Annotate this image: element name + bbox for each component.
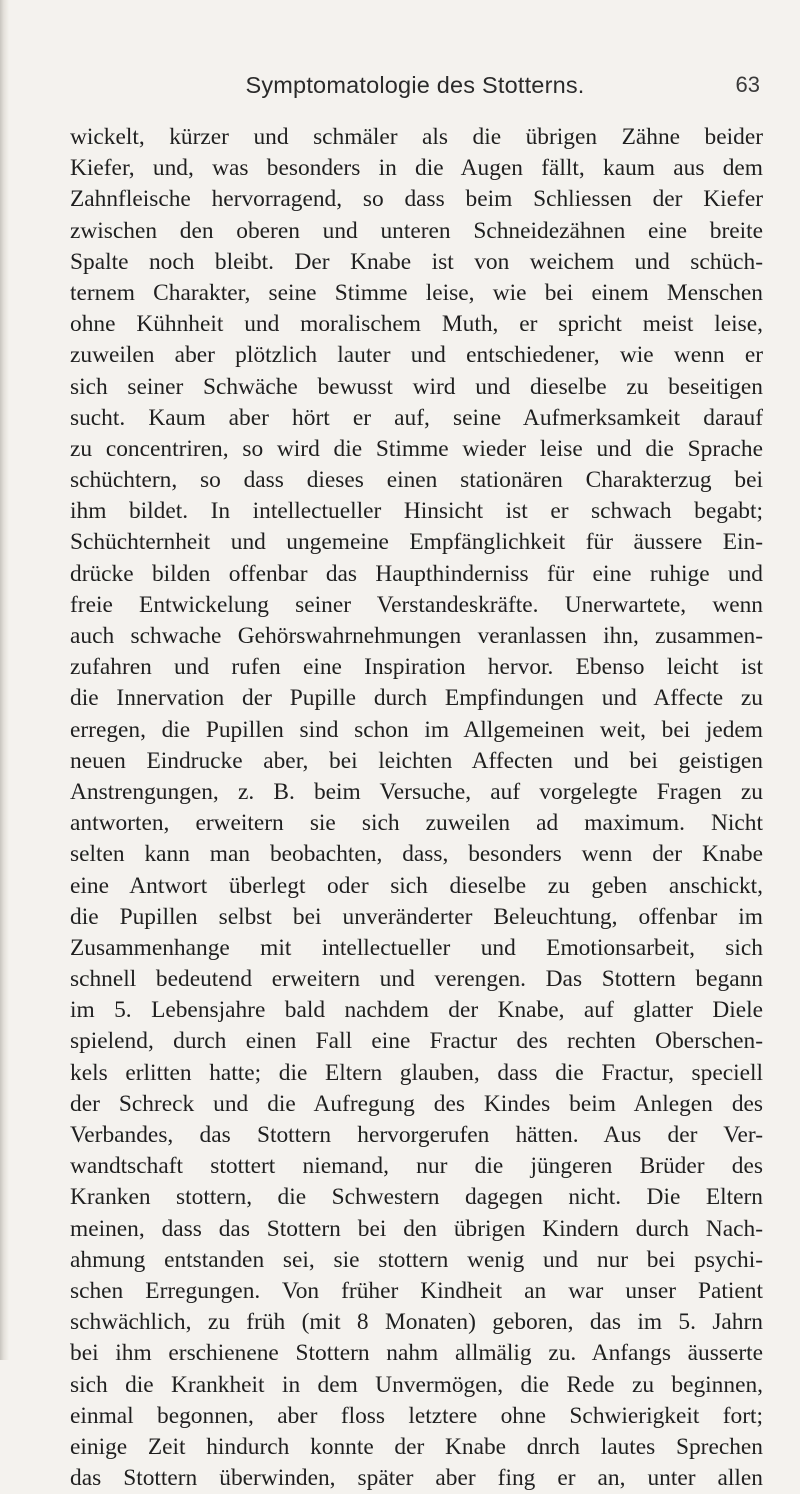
text-line: schwächlich, zu früh (mit 8 Monaten) geboren, das im 5. Jahrn [70, 1309, 763, 1336]
text-line: Zusammenhange mit intellectueller und Emotionsarbeit, sich [70, 934, 763, 961]
text-line: einmal begonnen, aber floss letztere ohne Schwierigkeit fort; [70, 1402, 763, 1429]
text-line: zwischen den oberen und unteren Schneidezähnen eine breite [70, 217, 763, 244]
text-line: zufahren und rufen eine Inspiration hervor. Ebenso leicht ist [70, 654, 763, 681]
text-line: erregen, die Pupillen sind schon im Allgemeinen weit, bei jedem [70, 716, 763, 743]
text-line: selten kann man beobachten, dass, besonders wenn der Knabe [70, 841, 763, 868]
text-line: schüchtern, so dass dieses einen stationären Charakterzug bei [70, 467, 763, 494]
text-line: wandtschaft stottert niemand, nur die jüngeren Brüder des [70, 1153, 763, 1180]
text-line: ihm bildet. In intellectueller Hinsicht ist er schwach begabt; [70, 498, 763, 525]
text-line: schen Erregungen. Von früher Kindheit an war unser Patient [70, 1277, 763, 1304]
text-line: sucht. Kaum aber hört er auf, seine Aufmerksamkeit darauf [70, 404, 763, 431]
text-line: die Innervation der Pupille durch Empfindungen und Affecte zu [70, 685, 763, 712]
scan-edge-shadow [0, 0, 9, 1360]
page-header [70, 72, 760, 106]
text-line: im 5. Lebensjahre bald nachdem der Knabe, auf glatter Diele [70, 997, 763, 1024]
text-line: einige Zeit hindurch konnte der Knabe dnrch lautes Sprechen [70, 1433, 763, 1460]
text-line: Zahnfleische hervorragend, so dass beim Schliessen der Kiefer [70, 186, 763, 213]
text-line: zu concentriren, so wird die Stimme wieder leise und die Sprache [70, 435, 763, 462]
text-line: ahmung entstanden sei, sie stottern wenig und nur bei psychi- [70, 1246, 763, 1273]
text-line: antworten, erweitern sie sich zuweilen ad maximum. Nicht [70, 810, 763, 837]
running-title: Symptomatologie des Stotterns. [245, 72, 585, 98]
text-line: drücke bilden offenbar das Haupthinderniss für eine ruhige und [70, 560, 763, 587]
text-line: sich die Krankheit in dem Unvermögen, die Rede zu beginnen, [70, 1371, 763, 1398]
text-line: neuen Eindrucke aber, bei leichten Affecten und bei geistigen [70, 747, 763, 774]
text-line: die Pupillen selbst bei unveränderter Beleuchtung, offenbar im [70, 903, 763, 930]
text-line: ohne Kühnheit und moralischem Muth, er spricht meist leise, [70, 311, 763, 338]
text-line: eine Antwort überlegt oder sich dieselbe zu geben anschickt, [70, 872, 763, 899]
text-line: sich seiner Schwäche bewusst wird und dieselbe zu beseitigen [70, 373, 763, 400]
text-line: schnell bedeutend erweitern und verengen. Das Stottern begann [70, 966, 763, 993]
body-text [70, 122, 763, 1494]
page-number: 63 [735, 72, 760, 97]
text-line: Anstrengungen, z. B. beim Versuche, auf vorgelegte Fragen zu [70, 778, 763, 805]
text-line: kels erlitten hatte; die Eltern glauben, dass die Fractur, speciell [70, 1059, 763, 1086]
text-line: Verbandes, das Stottern hervorgerufen hätten. Aus der Ver- [70, 1122, 763, 1148]
text-line: Kiefer, und, was besonders in die Augen fällt, kaum aus dem [70, 155, 763, 182]
text-line: meinen, dass das Stottern bei den übrigen Kindern durch Nach- [70, 1215, 763, 1242]
text-line: Spalte noch bleibt. Der Knabe ist von weichem und schüch- [70, 248, 763, 275]
text-line: auch schwache Gehörswahrnehmungen veranlassen ihn, zusammen- [70, 623, 763, 649]
text-line: Schüchternheit und ungemeine Empfänglichkeit für äussere Ein- [70, 529, 763, 556]
text-line: der Schreck und die Aufregung des Kindes beim Anlegen des [70, 1090, 763, 1117]
text-line: spielend, durch einen Fall eine Fractur des rechten Oberschen- [70, 1028, 763, 1055]
text-line: das Stottern überwinden, später aber fing er an, unter allen [70, 1465, 763, 1492]
text-line: wickelt, kürzer und schmäler als die übrigen Zähne beider [70, 124, 763, 150]
text-line: freie Entwickelung seiner Verstandeskräfte. Unerwartete, wenn [70, 591, 763, 618]
text-line: bei ihm erschienene Stottern nahm allmälig zu. Anfangs äusserte [70, 1340, 763, 1367]
text-line: zuweilen aber plötzlich lauter und entschiedener, wie wenn er [70, 342, 763, 369]
text-line: Kranken stottern, die Schwestern dagegen nicht. Die Eltern [70, 1184, 763, 1211]
text-line: ternem Charakter, seine Stimme leise, wie bei einem Menschen [70, 279, 763, 306]
